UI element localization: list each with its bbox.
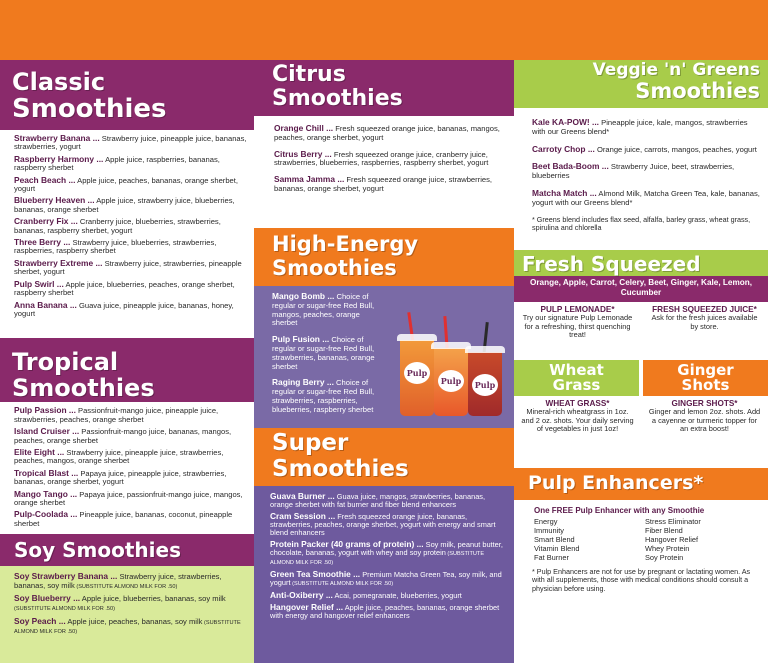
menu-item-desc: Guava juice, mangos, strawberries, bananas, orange sherbet with fat burner and fiber blend enhancers bbox=[270, 492, 486, 509]
enhancer-item: Soy Protein bbox=[645, 552, 684, 562]
menu-item-desc: Papaya juice, passionfruit-mango juice, mangos, orange sherbet bbox=[14, 489, 243, 507]
super-items bbox=[254, 486, 514, 620]
shots-options bbox=[514, 396, 768, 468]
veggie-note: * Greens blend includes flax seed, alfalfa, barley grass, wheat grass, spirulina and chlorella bbox=[532, 214, 751, 232]
menu-item-name: Hangover Relief ... bbox=[270, 602, 344, 612]
menu-item bbox=[272, 378, 384, 414]
menu-item-name: Carroty Chop ... bbox=[532, 143, 595, 154]
menu-item-name: Strawberry Extreme ... bbox=[14, 257, 103, 268]
menu-item-name: Citrus Berry ... bbox=[274, 148, 332, 159]
enhancer-item: Vitamin Blend bbox=[534, 543, 580, 553]
fresh-juice-desc: Ask for the fresh juices available by store. bbox=[651, 313, 758, 331]
enhancer-item: Immunity bbox=[534, 525, 564, 535]
menu-item bbox=[532, 145, 760, 155]
enhancer-item: Energy bbox=[534, 516, 558, 526]
ginger-shots bbox=[641, 396, 768, 468]
menu-item-name: Three Berry ... bbox=[14, 237, 71, 248]
enhancer-item: Whey Protein bbox=[645, 543, 690, 553]
menu-item-name: Soy Blueberry ... bbox=[14, 593, 81, 603]
enhancer-item: Hangover Relief bbox=[645, 534, 698, 544]
menu-item-desc: Fresh squeezed orange juice, cranberry juice, strawberries, blueberries, raspberries, raspberry sherbet, yogurt bbox=[274, 149, 489, 168]
citrus-title-line2: Smoothies bbox=[272, 86, 403, 111]
menu-item-desc: Pineapple juice, bananas, coconut, pineapple sherbet bbox=[14, 510, 233, 528]
menu-item-desc: Apple juice, blueberries, bananas, soy milk bbox=[80, 594, 226, 603]
menu-item-name: Pulp Passion ... bbox=[14, 405, 76, 416]
menu-item-desc: Strawberry Juice, beet, strawberries, blueberries bbox=[532, 162, 735, 181]
menu-item bbox=[274, 124, 504, 143]
cup-logo: Pulp bbox=[438, 370, 464, 392]
wheat-title-line1: Wheat bbox=[549, 360, 604, 379]
menu-item bbox=[14, 217, 248, 235]
menu-item-desc: Strawberry juice, pineapple juice, bananas, strawberries, yogurt bbox=[14, 134, 247, 152]
menu-item-substitute-note: (SUBSTITUTE ALMOND MILK FOR .50) bbox=[14, 606, 116, 613]
menu-item bbox=[272, 335, 384, 371]
veggie-banner bbox=[514, 60, 768, 108]
pulp-lemonade-desc: Try our signature Pulp Lemonade for a refreshing, thirst quenching treat! bbox=[522, 313, 633, 340]
menu-item-substitute-note: (SUBSTITUTE ALMOND MILK FOR .50) bbox=[290, 581, 394, 587]
menu-item-name: Strawberry Banana ... bbox=[14, 133, 100, 143]
wheat-grass bbox=[514, 396, 641, 468]
menu-item-name: Soy Strawberry Banana ... bbox=[14, 571, 118, 582]
shots-banners bbox=[514, 360, 768, 396]
ginger-shots-desc: Ginger and lemon 2oz. shots. Add a cayenne or turmeric topper for an extra boost! bbox=[648, 407, 761, 434]
menu-item bbox=[14, 134, 248, 152]
tropical-title-line2: Smoothies bbox=[12, 374, 155, 403]
menu-item-desc: Almond Milk, Matcha Green Tea, kale, bananas, yogurt with our Greens blend* bbox=[532, 188, 760, 207]
soy-title: Soy Smoothies bbox=[14, 538, 181, 563]
cup-logo: Pulp bbox=[404, 362, 430, 384]
soy-banner bbox=[0, 534, 256, 566]
menu-item bbox=[272, 292, 384, 328]
menu-item-name: Elite Eight ... bbox=[14, 446, 65, 457]
menu-item-name: Blueberry Heaven ... bbox=[14, 195, 95, 206]
menu-item-name: Green Tea Smoothie ... bbox=[270, 569, 361, 579]
fresh-ingredients: Orange, Apple, Carrot, Celery, Beet, Ginger, Kale, Lemon, Cucumber bbox=[514, 276, 768, 302]
super-title-line1: Super bbox=[272, 430, 349, 456]
menu-item-desc: Apple juice, strawberry juice, blueberries, bananas, orange sherbet bbox=[14, 196, 235, 214]
cup-orange bbox=[400, 340, 434, 416]
energy-banner bbox=[254, 228, 514, 286]
menu-item-desc: Apple juice, peaches, bananas, soy milk bbox=[65, 616, 203, 626]
menu-item-name: Samma Jamma ... bbox=[274, 174, 345, 185]
menu-item-desc: Choice of regular or sugar-free Red Bull, strawberries, raspberries, blueberries, raspberry sherbet bbox=[272, 378, 375, 414]
menu-item bbox=[14, 594, 248, 614]
fresh-juice bbox=[641, 302, 768, 360]
menu-item-name: Kale KA-POW! ... bbox=[532, 117, 600, 127]
menu-item-name: Pulp-Coolada ... bbox=[14, 509, 78, 520]
menu-item-desc: Strawberry juice, strawberries, pineapple sherbet, yogurt bbox=[14, 258, 242, 277]
wheat-grass-heading: WHEAT GRASS* bbox=[545, 398, 610, 408]
menu-item bbox=[14, 448, 248, 466]
menu-item-desc: Strawberry juice, pineapple juice, strawberries, peaches, mangos, orange sherbet bbox=[14, 447, 224, 466]
energy-title-line1: High-Energy bbox=[272, 232, 419, 256]
menu-item bbox=[14, 176, 248, 194]
classic-items bbox=[0, 130, 256, 318]
veggie-items bbox=[514, 108, 768, 208]
smoothie-cups-image bbox=[394, 316, 504, 416]
menu-item-name: Anti-Oxiberry ... bbox=[270, 590, 333, 600]
menu-item bbox=[14, 572, 248, 591]
classic-title-line1: Classic bbox=[12, 68, 106, 96]
menu-item bbox=[14, 490, 248, 508]
menu-item bbox=[270, 603, 504, 620]
tropical-title-line1: Tropical bbox=[12, 348, 119, 377]
menu-item bbox=[14, 427, 248, 445]
menu-item-name: Tropical Blast ... bbox=[14, 467, 79, 478]
menu-item-desc: Premium Matcha Green Tea, soy milk, and yogurt bbox=[270, 570, 502, 587]
super-title-line2: Smoothies bbox=[272, 456, 409, 482]
menu-item-substitute-note: (SUBSTITUTE ALMOND MILK FOR .50) bbox=[270, 551, 485, 566]
menu-item-name: Mango Tango ... bbox=[14, 488, 78, 499]
enhancer-item: Stress Eliminator bbox=[645, 516, 701, 526]
menu-item bbox=[14, 280, 248, 298]
veggie-title-line1: Veggie 'n' Greens bbox=[592, 60, 760, 80]
menu-item-name: Peach Beach ... bbox=[14, 174, 76, 185]
enhancers-subtitle: One FREE Pulp Enhancer with any Smoothie bbox=[534, 505, 705, 515]
menu-item bbox=[270, 591, 504, 600]
column-classic-tropical-soy bbox=[0, 60, 256, 663]
menu-item-name: Matcha Match ... bbox=[532, 187, 597, 198]
menu-item bbox=[532, 189, 760, 208]
menu-item-name: Cram Session ... bbox=[270, 511, 336, 521]
menu-item-name: Island Cruiser ... bbox=[14, 426, 80, 437]
wheat-banner bbox=[514, 360, 639, 396]
menu-item-name: Protein Packer (40 grams of protein) ... bbox=[270, 539, 424, 549]
menu-item bbox=[532, 118, 760, 137]
enhancers-left-list bbox=[534, 517, 645, 562]
cup-berry bbox=[468, 352, 502, 416]
veggie-title-line2: Smoothies bbox=[635, 79, 760, 103]
ginger-title-line1: Ginger bbox=[677, 360, 734, 379]
menu-item bbox=[270, 540, 504, 567]
menu-item bbox=[14, 617, 248, 637]
ginger-shots-heading: GINGER SHOTS* bbox=[671, 398, 738, 408]
soy-items bbox=[0, 566, 256, 663]
menu-item-desc: Passionfruit-mango juice, pineapple juice, strawberries, peaches, orange sherbet bbox=[14, 406, 219, 424]
menu-item-desc: Apple juice, peaches, bananas, orange sherbet, yogurt bbox=[14, 175, 238, 194]
menu-item-desc: Apple juice, blueberries, peaches, orange sherbet, raspberry sherbet bbox=[14, 279, 235, 298]
menu-item-name: Anna Banana ... bbox=[14, 299, 77, 310]
menu-item bbox=[14, 238, 248, 256]
citrus-banner bbox=[254, 60, 514, 116]
ginger-banner bbox=[643, 360, 768, 396]
cup-logo: Pulp bbox=[472, 374, 498, 396]
wheat-title-line2: Grass bbox=[552, 375, 601, 394]
menu-item bbox=[14, 301, 248, 319]
menu-item-substitute-note: (SUBSTITUTE ALMOND MILK FOR .50) bbox=[14, 619, 241, 636]
menu-item-name: Raging Berry ... bbox=[272, 377, 334, 388]
menu-item-desc: Fresh squeezed orange juice, bananas, mangos, peaches, orange sherbet, yogurt bbox=[274, 124, 500, 142]
menu-item-desc: Choice of regular or sugar-free Red Bull, mangos, peaches, orange sherbet bbox=[272, 292, 375, 328]
pulp-lemonade bbox=[514, 302, 641, 360]
enhancer-item: Fat Burner bbox=[534, 552, 569, 562]
energy-items bbox=[254, 286, 394, 415]
pulp-lemonade-heading: PULP LEMONADE* bbox=[540, 304, 615, 314]
citrus-title-line1: Citrus bbox=[272, 62, 346, 87]
menu-item bbox=[270, 512, 504, 537]
ginger-title-line2: Shots bbox=[681, 375, 730, 394]
energy-box bbox=[254, 286, 514, 428]
column-citrus-energy-super bbox=[254, 60, 514, 663]
menu-item bbox=[532, 162, 760, 181]
fresh-juice-heading: FRESH SQUEEZED JUICE* bbox=[652, 304, 757, 314]
menu-item-desc: Soy milk, peanut butter, chocolate, bananas, yogurt with whey and soy protein bbox=[270, 540, 503, 557]
menu-item-desc: Acai, pomegranate, blueberries, yogurt bbox=[332, 591, 462, 600]
menu-item-name: Mango Bomb ... bbox=[272, 291, 335, 301]
classic-title-line2: Smoothies bbox=[12, 94, 167, 124]
menu-item-desc: Choice of regular or sugar-free Red Bull, strawberries, bananas, orange sherbet bbox=[272, 335, 375, 371]
enhancer-item: Fiber Blend bbox=[645, 525, 683, 535]
tropical-banner bbox=[0, 338, 256, 402]
fresh-title: Fresh Squeezed bbox=[522, 251, 701, 276]
menu-item-name: Raspberry Harmony ... bbox=[14, 153, 104, 164]
menu-item-desc: Fresh squeezed orange juice, strawberries, bananas, orange sherbet, yogurt bbox=[274, 175, 493, 193]
menu-item bbox=[14, 196, 248, 214]
column-veggie-fresh-enhancers bbox=[514, 60, 768, 663]
menu-item bbox=[14, 469, 248, 487]
menu-item-desc: Strawberry juice, blueberries, strawberries, raspberries, raspberry sherbet bbox=[14, 238, 217, 256]
menu-item-name: Cranberry Fix ... bbox=[14, 216, 78, 227]
enhancers-right-list bbox=[645, 517, 756, 562]
menu-item bbox=[14, 259, 248, 277]
fresh-banner bbox=[514, 250, 768, 276]
cup-peach bbox=[434, 348, 468, 416]
enhancers-list bbox=[514, 517, 768, 562]
menu-item-name: Pulp Swirl ... bbox=[14, 278, 64, 289]
menu-item bbox=[270, 492, 504, 509]
menu-item-name: Guava Burner ... bbox=[270, 491, 335, 501]
enhancer-item: Smart Blend bbox=[534, 534, 575, 544]
enhancers-banner bbox=[514, 468, 768, 500]
menu-item-name: Orange Chill ... bbox=[274, 123, 334, 133]
citrus-items bbox=[254, 116, 514, 228]
enhancers-title: Pulp Enhancers* bbox=[528, 471, 704, 494]
fresh-options bbox=[514, 302, 768, 360]
menu-item-desc: Papaya juice, pineapple juice, strawberries, bananas, orange sherbet, yogurt bbox=[14, 468, 227, 487]
top-orange-band bbox=[0, 0, 768, 66]
super-box bbox=[254, 486, 514, 663]
menu-item-desc: Apple juice, peaches, bananas, orange sherbet with energy and hangover relief enhancers bbox=[270, 603, 500, 620]
menu-item bbox=[14, 406, 248, 424]
menu-item-name: Soy Peach ... bbox=[14, 615, 66, 626]
menu-item-name: Beet Bada-Boom ... bbox=[532, 161, 609, 172]
menu-item-desc: Orange juice, carrots, mangos, peaches, yogurt bbox=[594, 144, 757, 154]
menu-item-desc: Guava juice, pineapple juice, bananas, honey, yogurt bbox=[14, 300, 234, 318]
menu-item-desc: Strawberry juice, strawberries, bananas, soy milk bbox=[14, 572, 222, 590]
menu-item-desc: Pineapple juice, kale, mangos, strawberries with our Greens blend* bbox=[532, 118, 748, 136]
menu-item-desc: Apple juice, raspberries, bananas, raspberry sherbet bbox=[14, 154, 220, 173]
menu-item-substitute-note: (SUBSTITUTE ALMOND MILK FOR .50) bbox=[74, 583, 178, 590]
super-banner bbox=[254, 428, 514, 486]
menu-item-desc: Cranberry juice, blueberries, strawberries, bananas, raspberry sherbet, yogurt bbox=[14, 217, 221, 235]
menu-item bbox=[274, 175, 504, 194]
wheat-grass-desc: Mineral-rich wheatgrass in 1oz. and 2 oz. shots. Your daily serving of vegetables in just 1oz! bbox=[521, 407, 634, 434]
menu-item-desc: Fresh squeezed orange juice, bananas, strawberries, peaches, orange sherbet, yogurt with energy and smart blend enhancers bbox=[270, 512, 496, 537]
menu-item-desc: Passionfruit-mango juice, bananas, mangos, peaches, orange sherbet bbox=[14, 427, 232, 445]
enhancers-note: * Pulp Enhancers are not for use by pregnant or lactating women. As with all supplements, those with medical conditions should consult a physician before using. bbox=[532, 566, 751, 593]
tropical-items bbox=[0, 402, 256, 528]
energy-title-line2: Smoothies bbox=[272, 256, 397, 280]
menu-item bbox=[14, 510, 248, 528]
menu-item bbox=[270, 570, 504, 588]
menu-item-name: Pulp Fusion ... bbox=[272, 334, 330, 345]
classic-banner bbox=[0, 60, 256, 130]
menu-item bbox=[274, 150, 504, 169]
menu-item bbox=[14, 155, 248, 173]
